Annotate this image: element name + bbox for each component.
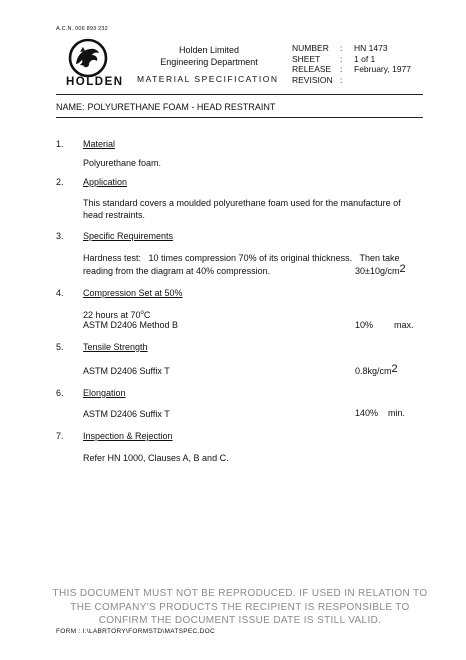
section-2-number: 2. xyxy=(56,177,64,187)
section-6-line-1: ASTM D2406 Suffix T xyxy=(83,409,170,419)
section-4-number: 4. xyxy=(56,288,64,298)
section-6-number: 6. xyxy=(56,388,64,398)
reproduction-notice: THIS DOCUMENT MUST NOT BE REPRODUCED. IF USED IN RELATION TO THE COMPANY'S PRODUCTS THE RECIPIENT IS RESPONSIBLE TO CONFIRM THE DOCUMENT ISSUE DATE IS STILL VALID. xyxy=(52,588,428,626)
section-4-line-1: 22 hours at 70$^o$C xyxy=(83,310,151,320)
material-name xyxy=(56,102,278,112)
compression-set-value: 10% xyxy=(355,320,374,330)
acn-number: A.C.N. 006 893 232 xyxy=(56,26,108,32)
section-3-heading: Specific Requirements xyxy=(83,231,174,241)
spec-title: MATERIAL SPECIFICATION xyxy=(137,74,279,84)
document-meta xyxy=(292,43,411,85)
logo-text: HOLDEN xyxy=(66,76,124,88)
section-2-text: This standard covers a moulded polyurethane foam used for the manufacture of head restraints. xyxy=(83,198,401,220)
section-2-heading: Application xyxy=(83,177,128,187)
section-6-heading: Elongation xyxy=(83,388,126,398)
elongation-value: 140% xyxy=(355,408,379,418)
hardness-value: 30±10g/cm2 xyxy=(355,263,406,276)
section-4-line-2: ASTM D2406 Method B xyxy=(83,320,179,330)
section-1-number: 1. xyxy=(56,139,64,149)
company-block xyxy=(150,44,268,68)
section-3-number: 3. xyxy=(56,231,64,241)
form-path: FORM : I:\LABRTORY\FORMSTD\MATSPEC.DOC xyxy=(56,628,215,635)
meta-release: RELEASE : February, 1977 xyxy=(292,64,412,74)
compression-set-qualifier: max. xyxy=(394,320,414,330)
name-value: POLYURETHANE FOAM - HEAD RESTRAINT xyxy=(87,102,276,112)
section-5-heading: Tensile Strength xyxy=(83,342,148,352)
name-divider xyxy=(56,117,423,118)
section-1-heading: Material xyxy=(83,139,116,149)
section-7-number: 7. xyxy=(56,431,64,441)
section-5-number: 5. xyxy=(56,342,64,352)
section-4-heading: Compression Set at 50% xyxy=(83,288,183,298)
meta-number: NUMBER : HN 1473 xyxy=(292,43,388,53)
header-divider xyxy=(56,94,423,95)
meta-sheet: SHEET : 1 of 1 xyxy=(292,53,376,64)
name-label: NAME: xyxy=(56,102,85,112)
tensile-strength-value: 0.8kg/cm2 xyxy=(355,363,398,376)
section-5-line-1: ASTM D2406 Suffix T xyxy=(83,366,170,376)
company-name: Holden Limited xyxy=(178,45,240,55)
section-7-heading: Inspection & Rejection xyxy=(83,431,173,441)
department-name: Engineering Department xyxy=(160,57,258,67)
meta-revision: REVISION : xyxy=(292,74,343,85)
section-1-text: Polyurethane foam. xyxy=(83,158,162,168)
section-3-line-2: reading from the diagram at 40% compression. xyxy=(83,266,271,276)
elongation-qualifier: min. xyxy=(388,408,406,418)
section-7-text: Refer HN 1000, Clauses A, B and C. xyxy=(83,453,229,463)
section-3-line-1: Hardness test: 10 times compression 70% of its original thickness. Then take xyxy=(83,253,400,263)
